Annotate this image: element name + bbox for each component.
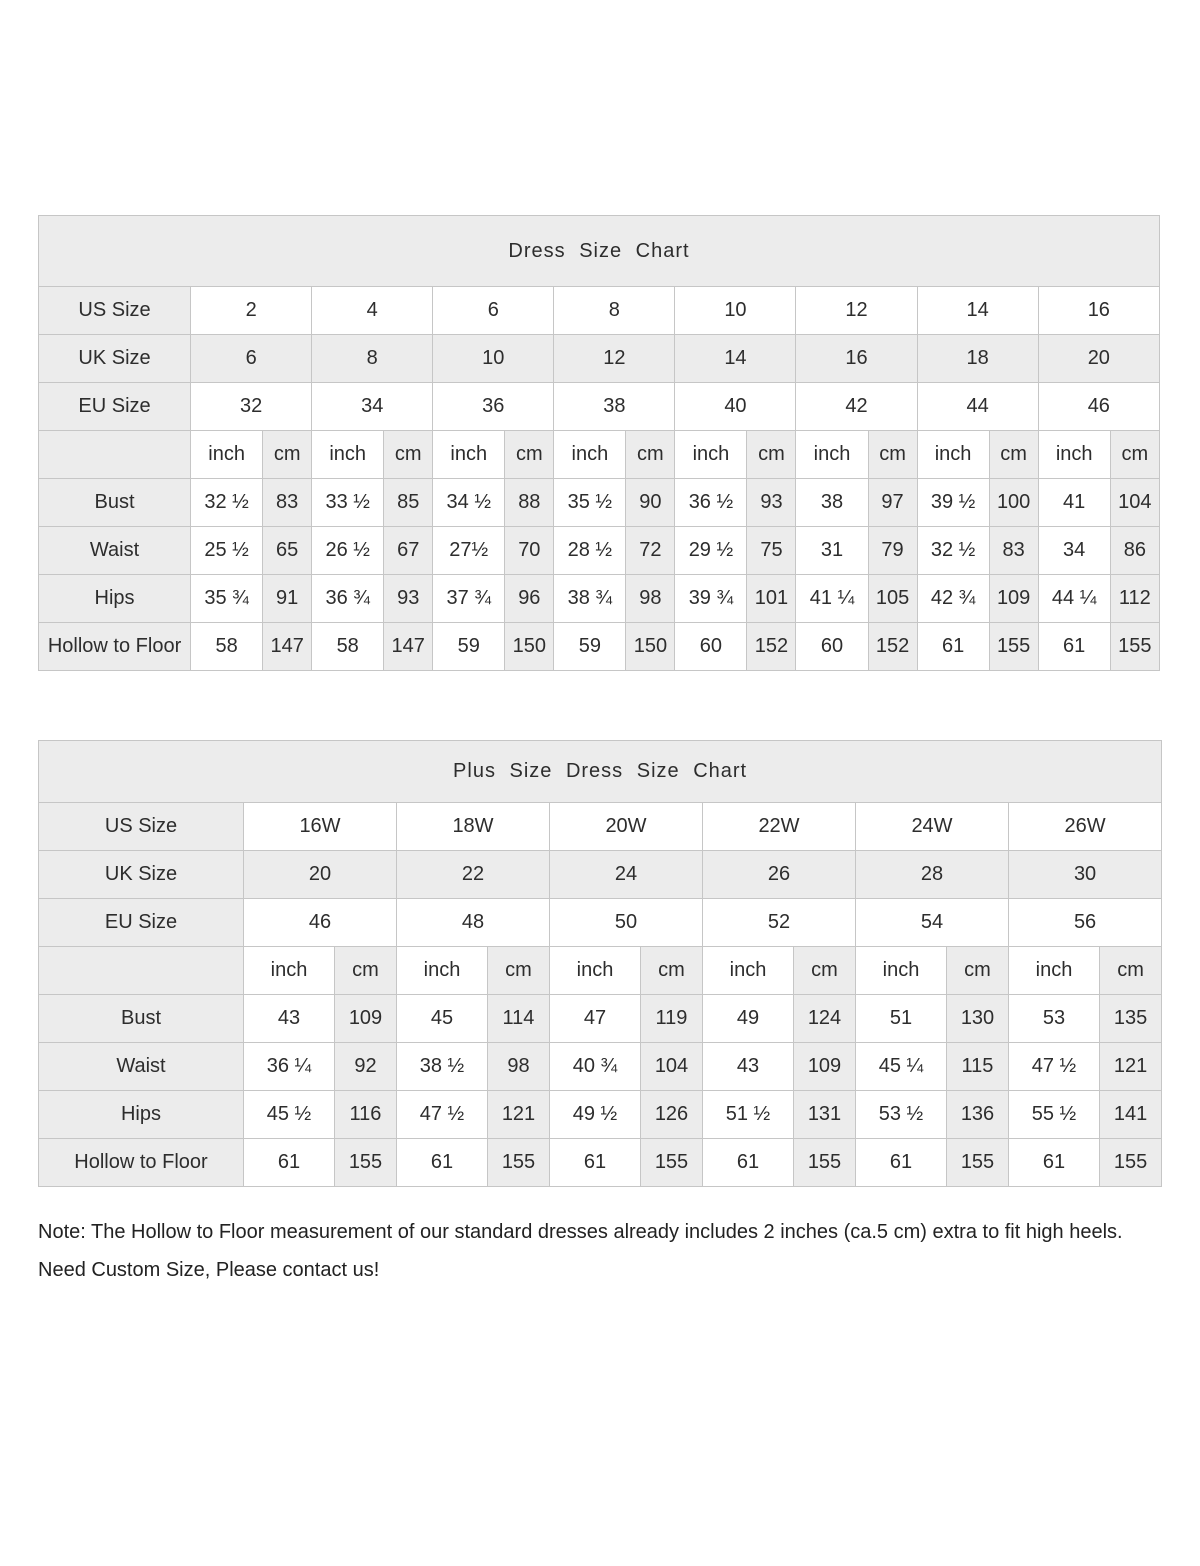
size-cell: 12 <box>796 287 917 335</box>
measure-inch-value: 59 <box>433 623 505 671</box>
chart-title: Dress Size Chart <box>39 216 1160 287</box>
row-label: Bust <box>39 479 191 527</box>
row-label: US Size <box>39 287 191 335</box>
size-cell: 10 <box>675 287 796 335</box>
note-text: Note: The Hollow to Floor measurement of our standard dresses already includes 2 inches (ca.5 cm) extra to fit high heels. <box>38 1221 1123 1243</box>
size-cell: 48 <box>397 899 550 947</box>
measure-inch-value: 40 ¾ <box>550 1043 641 1091</box>
size-cell: 38 <box>554 383 675 431</box>
measure-cm-value: 147 <box>384 623 433 671</box>
measure-inch-value: 34 <box>1038 527 1110 575</box>
unit-cm-label: cm <box>488 947 550 995</box>
measure-inch-value: 31 <box>796 527 868 575</box>
measure-cm-value: 121 <box>1100 1043 1162 1091</box>
measure-cm-value: 112 <box>1110 575 1159 623</box>
measure-cm-value: 83 <box>263 479 312 527</box>
measure-inch-value: 58 <box>191 623 263 671</box>
measure-cm-value: 67 <box>384 527 433 575</box>
size-row <box>39 851 1162 899</box>
measure-cm-value: 124 <box>794 995 856 1043</box>
measure-cm-value: 105 <box>868 575 917 623</box>
measure-inch-value: 36 ½ <box>675 479 747 527</box>
unit-cm-label: cm <box>989 431 1038 479</box>
measure-inch-value: 35 ½ <box>554 479 626 527</box>
row-label: Waist <box>39 1043 244 1091</box>
size-cell: 56 <box>1009 899 1162 947</box>
measure-inch-value: 61 <box>1038 623 1110 671</box>
unit-cm-label: cm <box>794 947 856 995</box>
measure-inch-value: 37 ¾ <box>433 575 505 623</box>
size-cell: 14 <box>675 335 796 383</box>
measure-cm-value: 150 <box>626 623 675 671</box>
row-label: Hollow to Floor <box>39 623 191 671</box>
size-row <box>39 287 1160 335</box>
size-cell: 16 <box>796 335 917 383</box>
size-cell: 34 <box>312 383 433 431</box>
size-cell: 10 <box>433 335 554 383</box>
measure-inch-value: 39 ½ <box>917 479 989 527</box>
measurement-row <box>39 479 1160 527</box>
measure-inch-value: 38 ¾ <box>554 575 626 623</box>
measure-inch-value: 32 ½ <box>191 479 263 527</box>
measure-cm-value: 85 <box>384 479 433 527</box>
unit-cm-label: cm <box>947 947 1009 995</box>
size-cell: 20W <box>550 803 703 851</box>
size-cell: 20 <box>1038 335 1159 383</box>
unit-inch-label: inch <box>397 947 488 995</box>
measurement-row <box>39 1139 1162 1187</box>
measure-inch-value: 47 ½ <box>1009 1043 1100 1091</box>
measure-inch-value: 53 <box>1009 995 1100 1043</box>
size-row <box>39 899 1162 947</box>
size-cell: 50 <box>550 899 703 947</box>
unit-inch-label: inch <box>1038 431 1110 479</box>
measure-cm-value: 93 <box>747 479 796 527</box>
measure-cm-value: 155 <box>794 1139 856 1187</box>
measure-cm-value: 109 <box>335 995 397 1043</box>
unit-cm-label: cm <box>505 431 554 479</box>
measurement-row <box>39 527 1160 575</box>
size-row <box>39 383 1160 431</box>
size-cell: 18W <box>397 803 550 851</box>
unit-inch-label: inch <box>796 431 868 479</box>
size-cell: 22 <box>397 851 550 899</box>
measure-cm-value: 155 <box>1100 1139 1162 1187</box>
size-cell: 46 <box>244 899 397 947</box>
size-cell: 28 <box>856 851 1009 899</box>
row-label: Bust <box>39 995 244 1043</box>
size-cell: 24W <box>856 803 1009 851</box>
size-cell: 2 <box>191 287 312 335</box>
measure-cm-value: 155 <box>488 1139 550 1187</box>
unit-inch-label: inch <box>550 947 641 995</box>
measure-inch-value: 27½ <box>433 527 505 575</box>
unit-cm-label: cm <box>384 431 433 479</box>
measure-inch-value: 45 ¼ <box>856 1043 947 1091</box>
size-cell: 44 <box>917 383 1038 431</box>
size-cell: 8 <box>554 287 675 335</box>
measure-cm-value: 98 <box>488 1043 550 1091</box>
measure-cm-value: 116 <box>335 1091 397 1139</box>
unit-inch-label: inch <box>675 431 747 479</box>
measure-cm-value: 96 <box>505 575 554 623</box>
measure-cm-value: 155 <box>947 1139 1009 1187</box>
chart-title: Plus Size Dress Size Chart <box>39 741 1162 803</box>
measure-cm-value: 141 <box>1100 1091 1162 1139</box>
measure-cm-value: 92 <box>335 1043 397 1091</box>
measure-cm-value: 131 <box>794 1091 856 1139</box>
measure-cm-value: 152 <box>747 623 796 671</box>
measure-cm-value: 109 <box>989 575 1038 623</box>
measure-cm-value: 136 <box>947 1091 1009 1139</box>
measure-inch-value: 61 <box>244 1139 335 1187</box>
size-cell: 6 <box>433 287 554 335</box>
size-cell: 24 <box>550 851 703 899</box>
measure-cm-value: 79 <box>868 527 917 575</box>
measure-inch-value: 26 ½ <box>312 527 384 575</box>
measurement-row <box>39 623 1160 671</box>
measure-inch-value: 36 ¼ <box>244 1043 335 1091</box>
measure-cm-value: 155 <box>989 623 1038 671</box>
measure-cm-value: 135 <box>1100 995 1162 1043</box>
measure-cm-value: 147 <box>263 623 312 671</box>
measure-inch-value: 60 <box>796 623 868 671</box>
size-cell: 42 <box>796 383 917 431</box>
measure-cm-value: 104 <box>1110 479 1159 527</box>
size-cell: 8 <box>312 335 433 383</box>
size-chart-table <box>38 740 1162 1187</box>
measure-inch-value: 51 <box>856 995 947 1043</box>
measure-inch-value: 42 ¾ <box>917 575 989 623</box>
row-label: UK Size <box>39 851 244 899</box>
unit-row-spacer <box>39 431 191 479</box>
measure-cm-value: 90 <box>626 479 675 527</box>
measure-cm-value: 119 <box>641 995 703 1043</box>
unit-header-row <box>39 947 1162 995</box>
row-label: EU Size <box>39 383 191 431</box>
unit-inch-label: inch <box>312 431 384 479</box>
measure-cm-value: 100 <box>989 479 1038 527</box>
size-cell: 30 <box>1009 851 1162 899</box>
measure-inch-value: 58 <box>312 623 384 671</box>
measure-inch-value: 41 <box>1038 479 1110 527</box>
measure-cm-value: 101 <box>747 575 796 623</box>
measure-inch-value: 59 <box>554 623 626 671</box>
row-label: US Size <box>39 803 244 851</box>
measure-cm-value: 97 <box>868 479 917 527</box>
unit-cm-label: cm <box>263 431 312 479</box>
measure-cm-value: 104 <box>641 1043 703 1091</box>
measure-cm-value: 152 <box>868 623 917 671</box>
unit-inch-label: inch <box>917 431 989 479</box>
row-label: Hips <box>39 1091 244 1139</box>
measure-inch-value: 39 ¾ <box>675 575 747 623</box>
measure-cm-value: 88 <box>505 479 554 527</box>
size-cell: 32 <box>191 383 312 431</box>
unit-cm-label: cm <box>1100 947 1162 995</box>
measure-inch-value: 47 <box>550 995 641 1043</box>
measure-inch-value: 49 ½ <box>550 1091 641 1139</box>
plus-size-chart-section <box>38 740 1162 1187</box>
size-cell: 16W <box>244 803 397 851</box>
unit-cm-label: cm <box>868 431 917 479</box>
unit-cm-label: cm <box>641 947 703 995</box>
size-cell: 36 <box>433 383 554 431</box>
size-cell: 4 <box>312 287 433 335</box>
measure-inch-value: 44 ¼ <box>1038 575 1110 623</box>
measure-inch-value: 36 ¾ <box>312 575 384 623</box>
measure-cm-value: 150 <box>505 623 554 671</box>
size-chart-table <box>38 215 1160 671</box>
size-cell: 22W <box>703 803 856 851</box>
row-label: EU Size <box>39 899 244 947</box>
size-cell: 14 <box>917 287 1038 335</box>
measure-cm-value: 86 <box>1110 527 1159 575</box>
measure-inch-value: 45 ½ <box>244 1091 335 1139</box>
measure-inch-value: 45 <box>397 995 488 1043</box>
unit-cm-label: cm <box>1110 431 1159 479</box>
size-row <box>39 335 1160 383</box>
measure-cm-value: 72 <box>626 527 675 575</box>
unit-inch-label: inch <box>856 947 947 995</box>
measure-inch-value: 61 <box>1009 1139 1100 1187</box>
unit-inch-label: inch <box>244 947 335 995</box>
measure-inch-value: 61 <box>550 1139 641 1187</box>
measure-cm-value: 155 <box>1110 623 1159 671</box>
measurement-row <box>39 1043 1162 1091</box>
measure-cm-value: 155 <box>641 1139 703 1187</box>
size-cell: 12 <box>554 335 675 383</box>
row-label: UK Size <box>39 335 191 383</box>
size-cell: 46 <box>1038 383 1159 431</box>
measure-inch-value: 35 ¾ <box>191 575 263 623</box>
unit-header-row <box>39 431 1160 479</box>
measure-inch-value: 55 ½ <box>1009 1091 1100 1139</box>
measure-inch-value: 61 <box>397 1139 488 1187</box>
size-cell: 26 <box>703 851 856 899</box>
measure-cm-value: 121 <box>488 1091 550 1139</box>
unit-row-spacer <box>39 947 244 995</box>
measure-inch-value: 34 ½ <box>433 479 505 527</box>
size-cell: 26W <box>1009 803 1162 851</box>
size-cell: 52 <box>703 899 856 947</box>
unit-inch-label: inch <box>703 947 794 995</box>
measure-cm-value: 93 <box>384 575 433 623</box>
measure-inch-value: 61 <box>856 1139 947 1187</box>
measure-inch-value: 53 ½ <box>856 1091 947 1139</box>
measure-cm-value: 75 <box>747 527 796 575</box>
measure-cm-value: 130 <box>947 995 1009 1043</box>
measure-inch-value: 28 ½ <box>554 527 626 575</box>
size-row <box>39 803 1162 851</box>
measurement-row <box>39 1091 1162 1139</box>
unit-inch-label: inch <box>554 431 626 479</box>
measure-inch-value: 43 <box>703 1043 794 1091</box>
measure-cm-value: 70 <box>505 527 554 575</box>
measure-inch-value: 38 ½ <box>397 1043 488 1091</box>
measure-inch-value: 49 <box>703 995 794 1043</box>
unit-cm-label: cm <box>747 431 796 479</box>
row-label: Hollow to Floor <box>39 1139 244 1187</box>
measure-inch-value: 61 <box>703 1139 794 1187</box>
measure-inch-value: 43 <box>244 995 335 1043</box>
measure-inch-value: 61 <box>917 623 989 671</box>
measure-inch-value: 60 <box>675 623 747 671</box>
measure-inch-value: 32 ½ <box>917 527 989 575</box>
measure-inch-value: 38 <box>796 479 868 527</box>
chart-title-row <box>39 216 1160 287</box>
size-cell: 40 <box>675 383 796 431</box>
measure-cm-value: 114 <box>488 995 550 1043</box>
measure-inch-value: 41 ¼ <box>796 575 868 623</box>
unit-inch-label: inch <box>191 431 263 479</box>
measure-cm-value: 98 <box>626 575 675 623</box>
size-cell: 16 <box>1038 287 1159 335</box>
unit-cm-label: cm <box>335 947 397 995</box>
size-cell: 18 <box>917 335 1038 383</box>
size-cell: 54 <box>856 899 1009 947</box>
measure-cm-value: 83 <box>989 527 1038 575</box>
measure-inch-value: 47 ½ <box>397 1091 488 1139</box>
standard-size-chart-section <box>38 215 1162 671</box>
measure-inch-value: 29 ½ <box>675 527 747 575</box>
note-section <box>38 1213 1160 1289</box>
measurement-row <box>39 995 1162 1043</box>
size-cell: 20 <box>244 851 397 899</box>
measure-inch-value: 33 ½ <box>312 479 384 527</box>
measurement-row <box>39 575 1160 623</box>
chart-title-row <box>39 741 1162 803</box>
measure-cm-value: 91 <box>263 575 312 623</box>
measure-inch-value: 25 ½ <box>191 527 263 575</box>
measure-cm-value: 155 <box>335 1139 397 1187</box>
measure-cm-value: 65 <box>263 527 312 575</box>
custom-size-note-text: Need Custom Size, Please contact us! <box>38 1259 380 1281</box>
unit-inch-label: inch <box>433 431 505 479</box>
measure-cm-value: 109 <box>794 1043 856 1091</box>
unit-cm-label: cm <box>626 431 675 479</box>
row-label: Hips <box>39 575 191 623</box>
size-cell: 6 <box>191 335 312 383</box>
measure-inch-value: 51 ½ <box>703 1091 794 1139</box>
measure-cm-value: 126 <box>641 1091 703 1139</box>
measure-cm-value: 115 <box>947 1043 1009 1091</box>
unit-inch-label: inch <box>1009 947 1100 995</box>
row-label: Waist <box>39 527 191 575</box>
